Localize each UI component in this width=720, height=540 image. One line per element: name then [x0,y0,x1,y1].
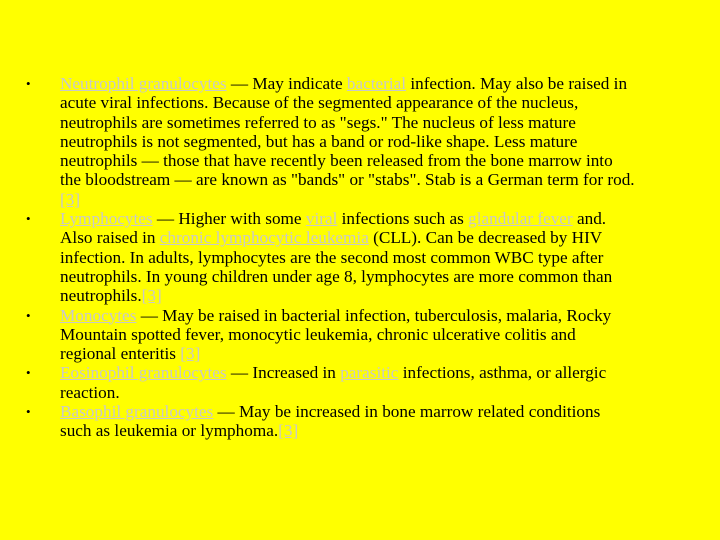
list-item [26,363,636,402]
list-item [26,402,636,441]
inline-link[interactable]: glandular fever [468,209,573,229]
body-text: — Increased in [226,363,341,383]
bullet-icon: • [26,211,31,227]
bullet-icon: • [26,404,31,420]
inline-link[interactable]: bacterial [346,74,407,93]
bullet-icon: • [26,365,31,381]
body-text: — May indicate [226,74,347,93]
body-text: — May be increased in bone marrow related conditions such as leukemia or lymphoma. [60,402,601,441]
inline-link[interactable]: [3] [180,344,201,364]
list-item [26,209,636,305]
wbc-bullet-list [26,74,636,441]
inline-link[interactable]: chronic lymphocytic leukemia [159,228,369,248]
inline-link[interactable]: Lymphocytes [60,209,153,229]
inline-link[interactable]: Neutrophil granulocytes [60,74,227,93]
body-text: infections such as [337,209,469,229]
bullet-icon: • [26,307,31,323]
inline-link[interactable]: viral [305,209,338,229]
body-text: and. Also raised in [60,209,607,248]
inline-link[interactable]: [3] [141,286,162,306]
body-text: (CLL). Can be decreased by HIV infection. In adults, lymphocytes are the second most common WBC type after neutrophils. In young children under age 8, lymphocytes are more common than neutrophils. [60,228,613,306]
body-text: infections, asthma, or allergic reaction. [60,363,607,402]
inline-link[interactable]: [3] [278,421,299,441]
inline-link[interactable]: Basophil granulocytes [60,402,214,422]
list-item [26,74,636,209]
bullet-icon: • [26,76,31,91]
inline-link[interactable]: parasitic [340,363,399,383]
inline-link[interactable]: Monocytes [60,305,137,325]
body-text: — Higher with some [152,209,306,229]
inline-link[interactable]: Eosinophil granulocytes [60,363,227,383]
inline-link[interactable]: [3] [60,189,81,209]
body-text: infection. May also be raised in acute viral infections. Because of the segmented appearance of the nucleus, neutrophils are sometimes referred to as "segs." The nucleus of less mature neutrophils is not segmented, but has a band or rod-like shape. Less mature neutrophils — those that have recently been released from the bone marrow into the bloodstream — are known as "bands" or "stabs". Stab is a German term for rod. [60,74,635,190]
list-item [26,306,636,364]
body-text: — May be raised in bacterial infection, tuberculosis, malaria, Rocky Mountain spotted fever, monocytic leukemia, chronic ulcerative colitis and regional enteritis [60,305,612,364]
